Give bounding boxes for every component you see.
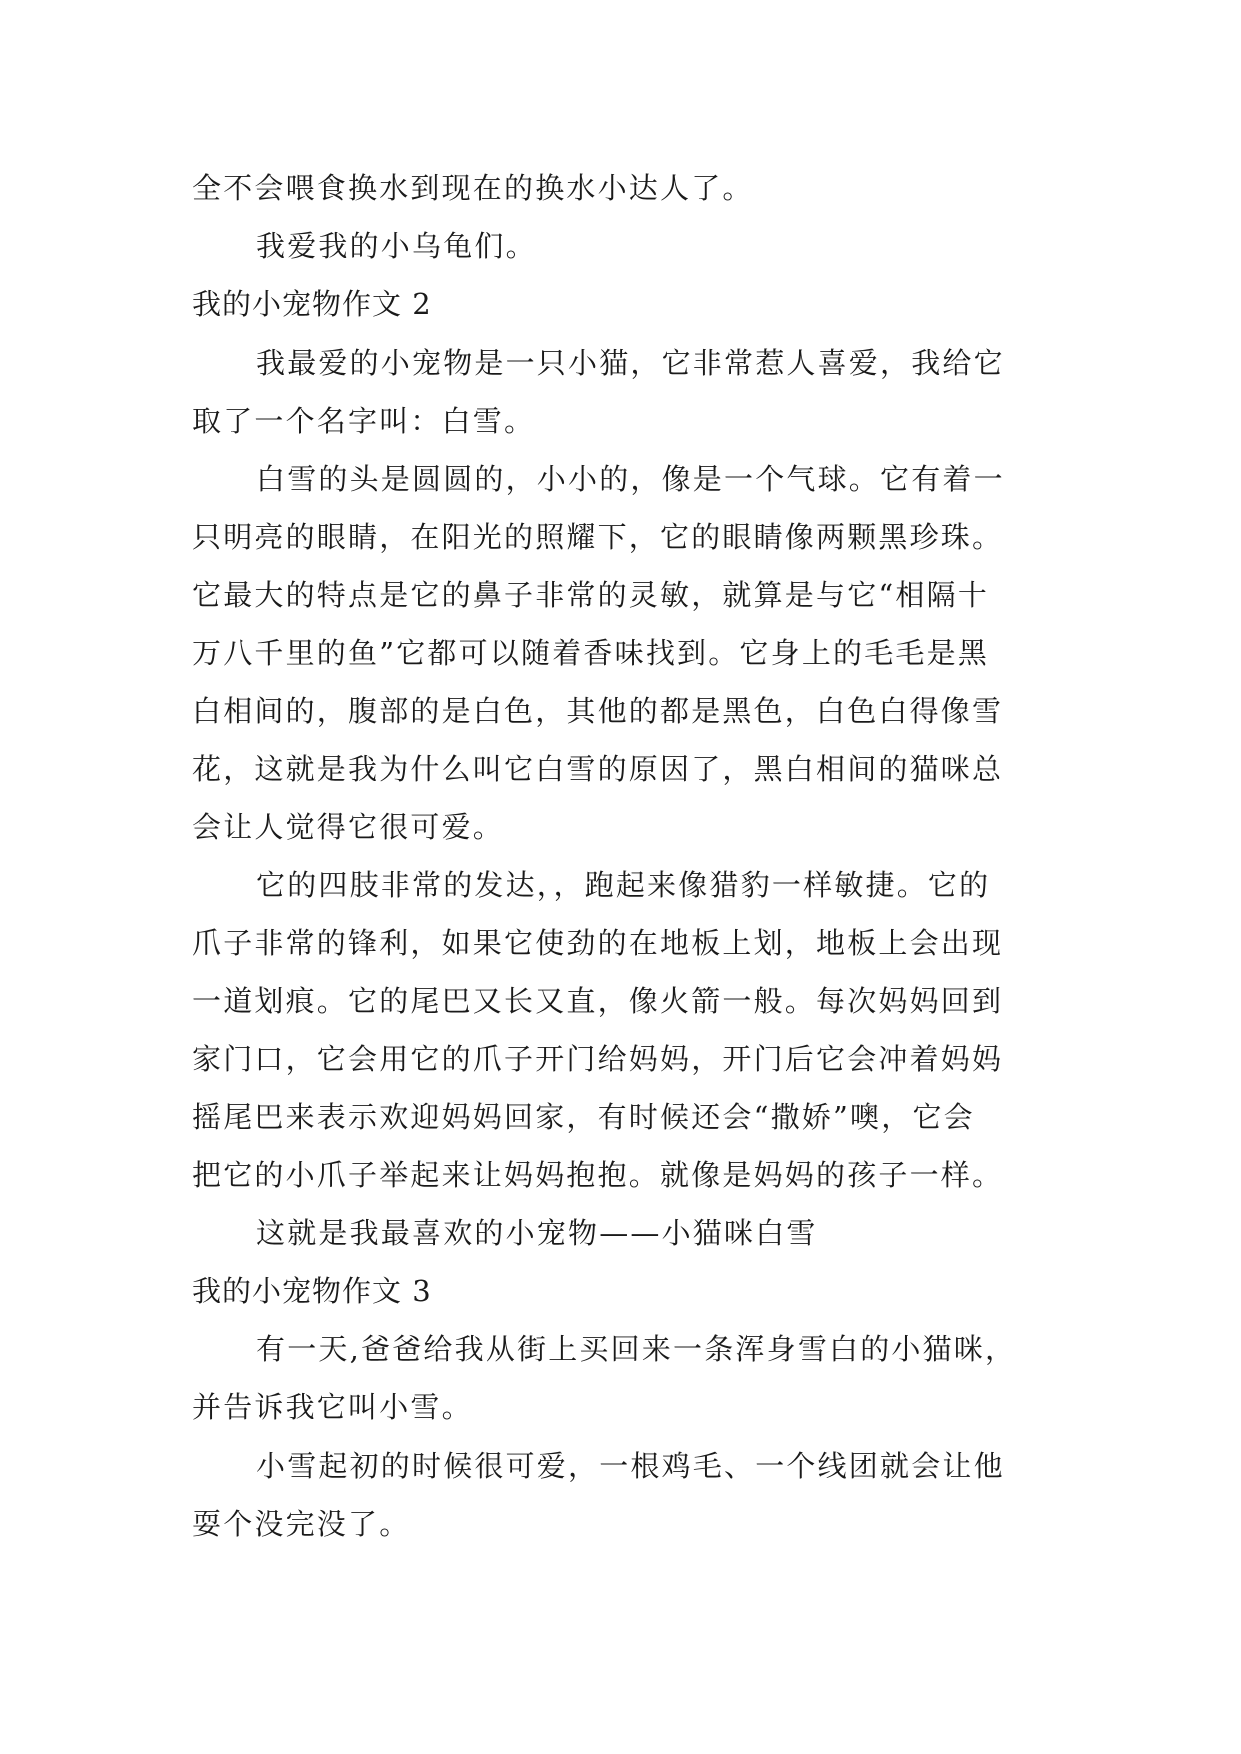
text-line: 一道划痕。它的尾巴又长又直，像火箭一般。每次妈妈回到: [192, 984, 1004, 1018]
text-line: 万八千里的鱼”它都可以随着香味找到。它身上的毛毛是黑: [192, 636, 990, 670]
text-line: 花，这就是我为什么叫它白雪的原因了，黑白相间的猫咪总: [192, 752, 1004, 786]
text-line: 摇尾巴来表示欢迎妈妈回家，有时候还会“撒娇”噢，它会: [192, 1100, 975, 1134]
section-heading: 我的小宠物作文 2: [192, 287, 432, 321]
text-line: 小雪起初的时候很可爱，一根鸡毛、一个线团就会让他: [256, 1449, 1005, 1483]
text-line: 取了一个名字叫：白雪。: [192, 404, 536, 438]
section-heading: 我的小宠物作文 3: [192, 1274, 432, 1308]
text-line: 爪子非常的锋利，如果它使劲的在地板上划，地板上会出现: [192, 926, 1004, 960]
text-line: 它的四肢非常的发达，，跑起来像猎豹一样敏捷。它的: [256, 868, 991, 902]
text-line: 白相间的，腹部的是白色，其他的都是黑色，白色白得像雪: [192, 694, 1004, 728]
text-line: 全不会喂食换水到现在的换水小达人了。: [192, 171, 754, 205]
text-line: 我爱我的小乌龟们。: [256, 229, 537, 263]
text-line: 把它的小爪子举起来让妈妈抱抱。就像是妈妈的孩子一样。: [192, 1158, 1004, 1192]
text-line: 家门口，它会用它的爪子开门给妈妈，开门后它会冲着妈妈: [192, 1042, 1004, 1076]
text-line: 白雪的头是圆圆的，小小的，像是一个气球。它有着一: [256, 462, 1005, 496]
text-line: 会让人觉得它很可爱。: [192, 810, 505, 844]
text-line: 这就是我最喜欢的小宠物——小猫咪白雪: [256, 1216, 818, 1250]
text-line: 有一天,爸爸给我从街上买回来一条浑身雪白的小猫咪，: [256, 1332, 1017, 1366]
text-line: 耍个没完没了。: [192, 1507, 411, 1541]
text-line: 我最爱的小宠物是一只小猫，它非常惹人喜爱，我给它: [256, 346, 1005, 380]
text-line: 并告诉我它叫小雪。: [192, 1390, 473, 1424]
text-line: 只明亮的眼睛，在阳光的照耀下，它的眼睛像两颗黑珍珠。: [192, 520, 1004, 554]
text-line: 它最大的特点是它的鼻子非常的灵敏，就算是与它“相隔十: [192, 578, 990, 612]
